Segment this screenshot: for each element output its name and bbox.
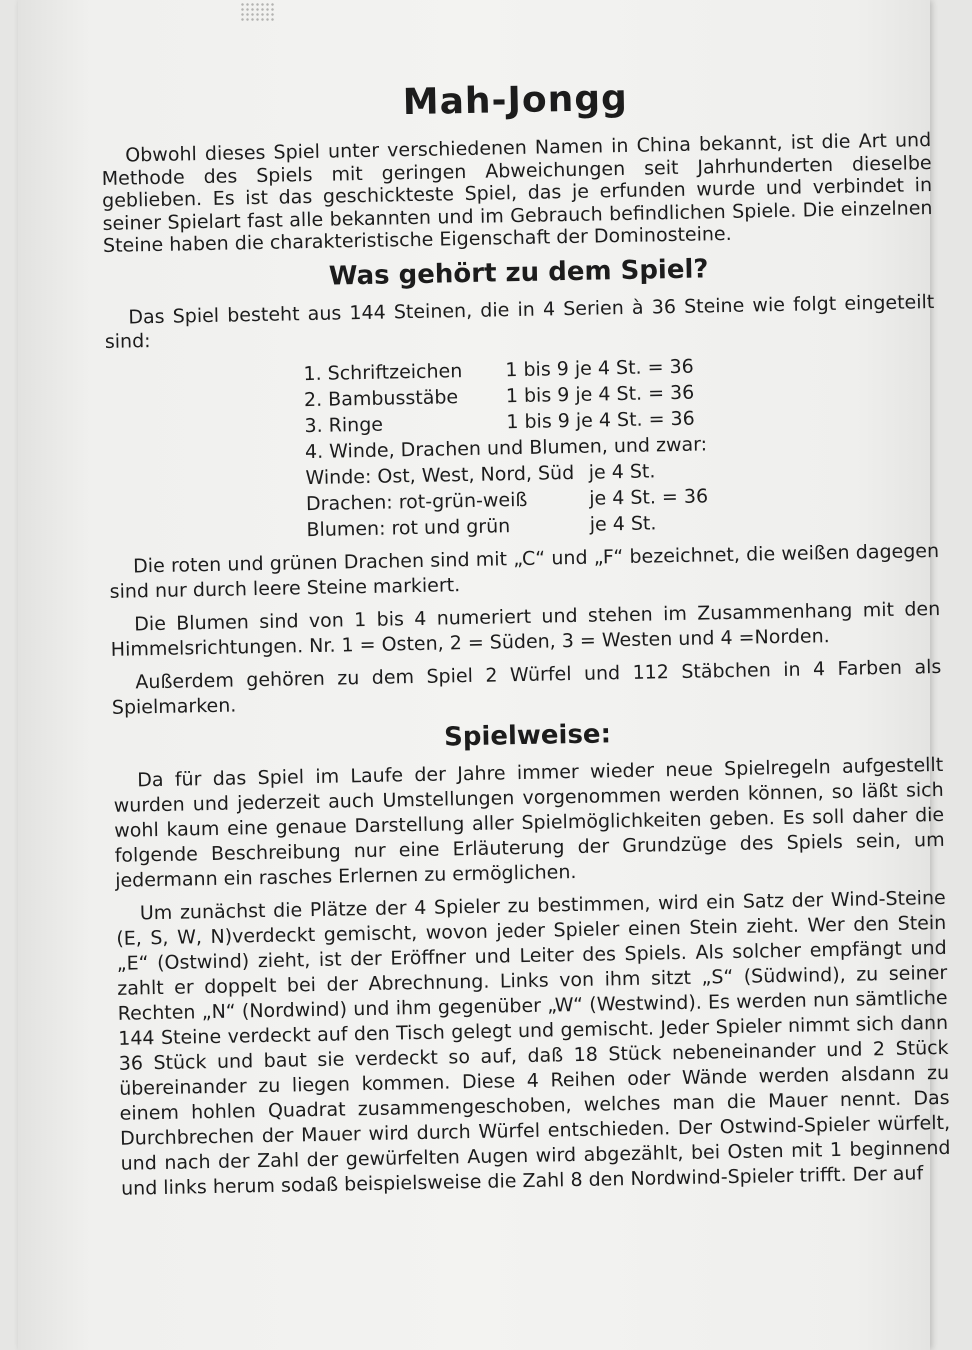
honor-label: Winde: Ost, West, Nord, Süd <box>305 461 575 489</box>
gameplay-paragraph: Um zunächst die Plätze der 4 Spieler zu bestimmen, wird ein Satz der Wind-Steine (E, S, W, N)verdeckt gemischt, wovon jeder Spieler einen Stein zieht. Wer den Stein „E“ (Ostwind) zieht, ist der Eröffner und Leiter des Spiels. Als solcher empfängt und zahlt er doppelt bei der Abrechnung. Links von ihm sitzt „S“ (Südwind), zu seiner Rechten „N“ (Nordwind) und ihm gegenüber „W“ (Westwind). Es werden nun sämtliche 144 Steine verdeckt auf den Tisch gelegt und gemischt. Jeder Spieler nimmt sich dann 36 Stück und baut sie verdeckt so auf, daß 18 Stück nebeneinander und 2 Stück übereinander zu liegen kommen. Diese 4 Reihen oder Wände werden alsdann zu einem hohlen Quadrat zusammengeschoben, welches man die Mauer nennt. Das Durchbrechen der Mauer wird durch Würfel entschieden. Der Ostwind-Spieler würfelt, und nach der Zahl der gewürfelten Augen wird abgezählt, bei Osten mit 1 beginnend und links herum sodaß beispielsweise die Zahl 8 den Nordwind-Spieler trifft. Der auf <box>116 886 951 1200</box>
series-label: 4. Winde, Drachen und Blumen, und zwar: <box>304 432 708 463</box>
gameplay-paragraph: Da für das Spiel im Laufe der Jahre immer wieder neue Spielregeln aufgestellt wurden und jederzeit auch Umstellungen vorgenommen werden können, so läßt sich wohl kaum eine genaue Darstellung aller Spielmöglichkeiten geben. Es soll daher die folgende Beschreibung nur eine Erläuterung der Grundzüge des Spiels sein, um jedermann ein rasches Erlernen zu ermöglichen. <box>113 753 945 892</box>
components-lead: Das Spiel besteht aus 144 Steinen, die in 4 Serien à 36 Steine wie folgt eingeteilt sind: <box>104 290 935 353</box>
honor-tiles-table <box>305 455 709 541</box>
accessories-paragraph: Außerdem gehören zu dem Spiel 2 Würfel und 112 Stäbchen in 4 Farben als Spielmarken. <box>111 655 942 719</box>
section-heading-components: Was gehört zu dem Spiel? <box>328 253 709 292</box>
series-count: 1 bis 9 je 4 St. = 36 <box>505 355 694 381</box>
document-title: Mah-Jongg <box>402 77 629 124</box>
series-count: 1 bis 9 je 4 St. = 36 <box>505 381 695 407</box>
series-label: 3. Ringe <box>304 413 384 437</box>
series-label: 1. Schriftzeichen <box>303 359 463 385</box>
honor-count: je 4 St. <box>588 459 656 484</box>
section-heading-gameplay: Spielweise: <box>443 718 612 753</box>
print-speckle <box>240 2 274 22</box>
intro-paragraph: Obwohl dieses Spiel unter verschiedenen Namen in China bekannt, ist die Art und Methode des Spiels mit geringen Abweichungen seit Jahrhunderten dieselbe geblieben. Es ist das geschickteste Spiel, das je erfunden wurde und verbindet in seiner Spielart fast alle bekannten und im Gebrauch befindlichen Spiele. Die einzelnen Steine haben die charakteristische Eigenschaft der Dominosteine. <box>101 129 933 257</box>
honor-count: je 4 St. <box>589 511 657 536</box>
series-row <box>305 455 709 541</box>
flowers-paragraph: Die Blumen sind von 1 bis 4 numeriert und stehen im Zusammenhang mit den Himmelsrichtungen. Nr. 1 = Osten, 2 = Süden, 3 = Westen und 4 =Norden. <box>110 597 941 661</box>
series-count: 1 bis 9 je 4 St. = 36 <box>506 407 695 433</box>
dragons-paragraph: Die roten und grünen Drachen sind mit „C“ und „F“ bezeichnet, die weißen dagegen sind nur durch leere Steine markiert. <box>109 539 940 603</box>
tile-series-table <box>303 351 709 541</box>
honor-label: Drachen: rot-grün-weiß <box>305 488 528 515</box>
honor-label: Blumen: rot und grün <box>306 514 511 541</box>
series-label: 2. Bambusstäbe <box>303 385 459 411</box>
document-body <box>100 72 951 1209</box>
intro-section <box>101 129 933 257</box>
honor-count: je 4 St. = 36 <box>588 484 709 510</box>
